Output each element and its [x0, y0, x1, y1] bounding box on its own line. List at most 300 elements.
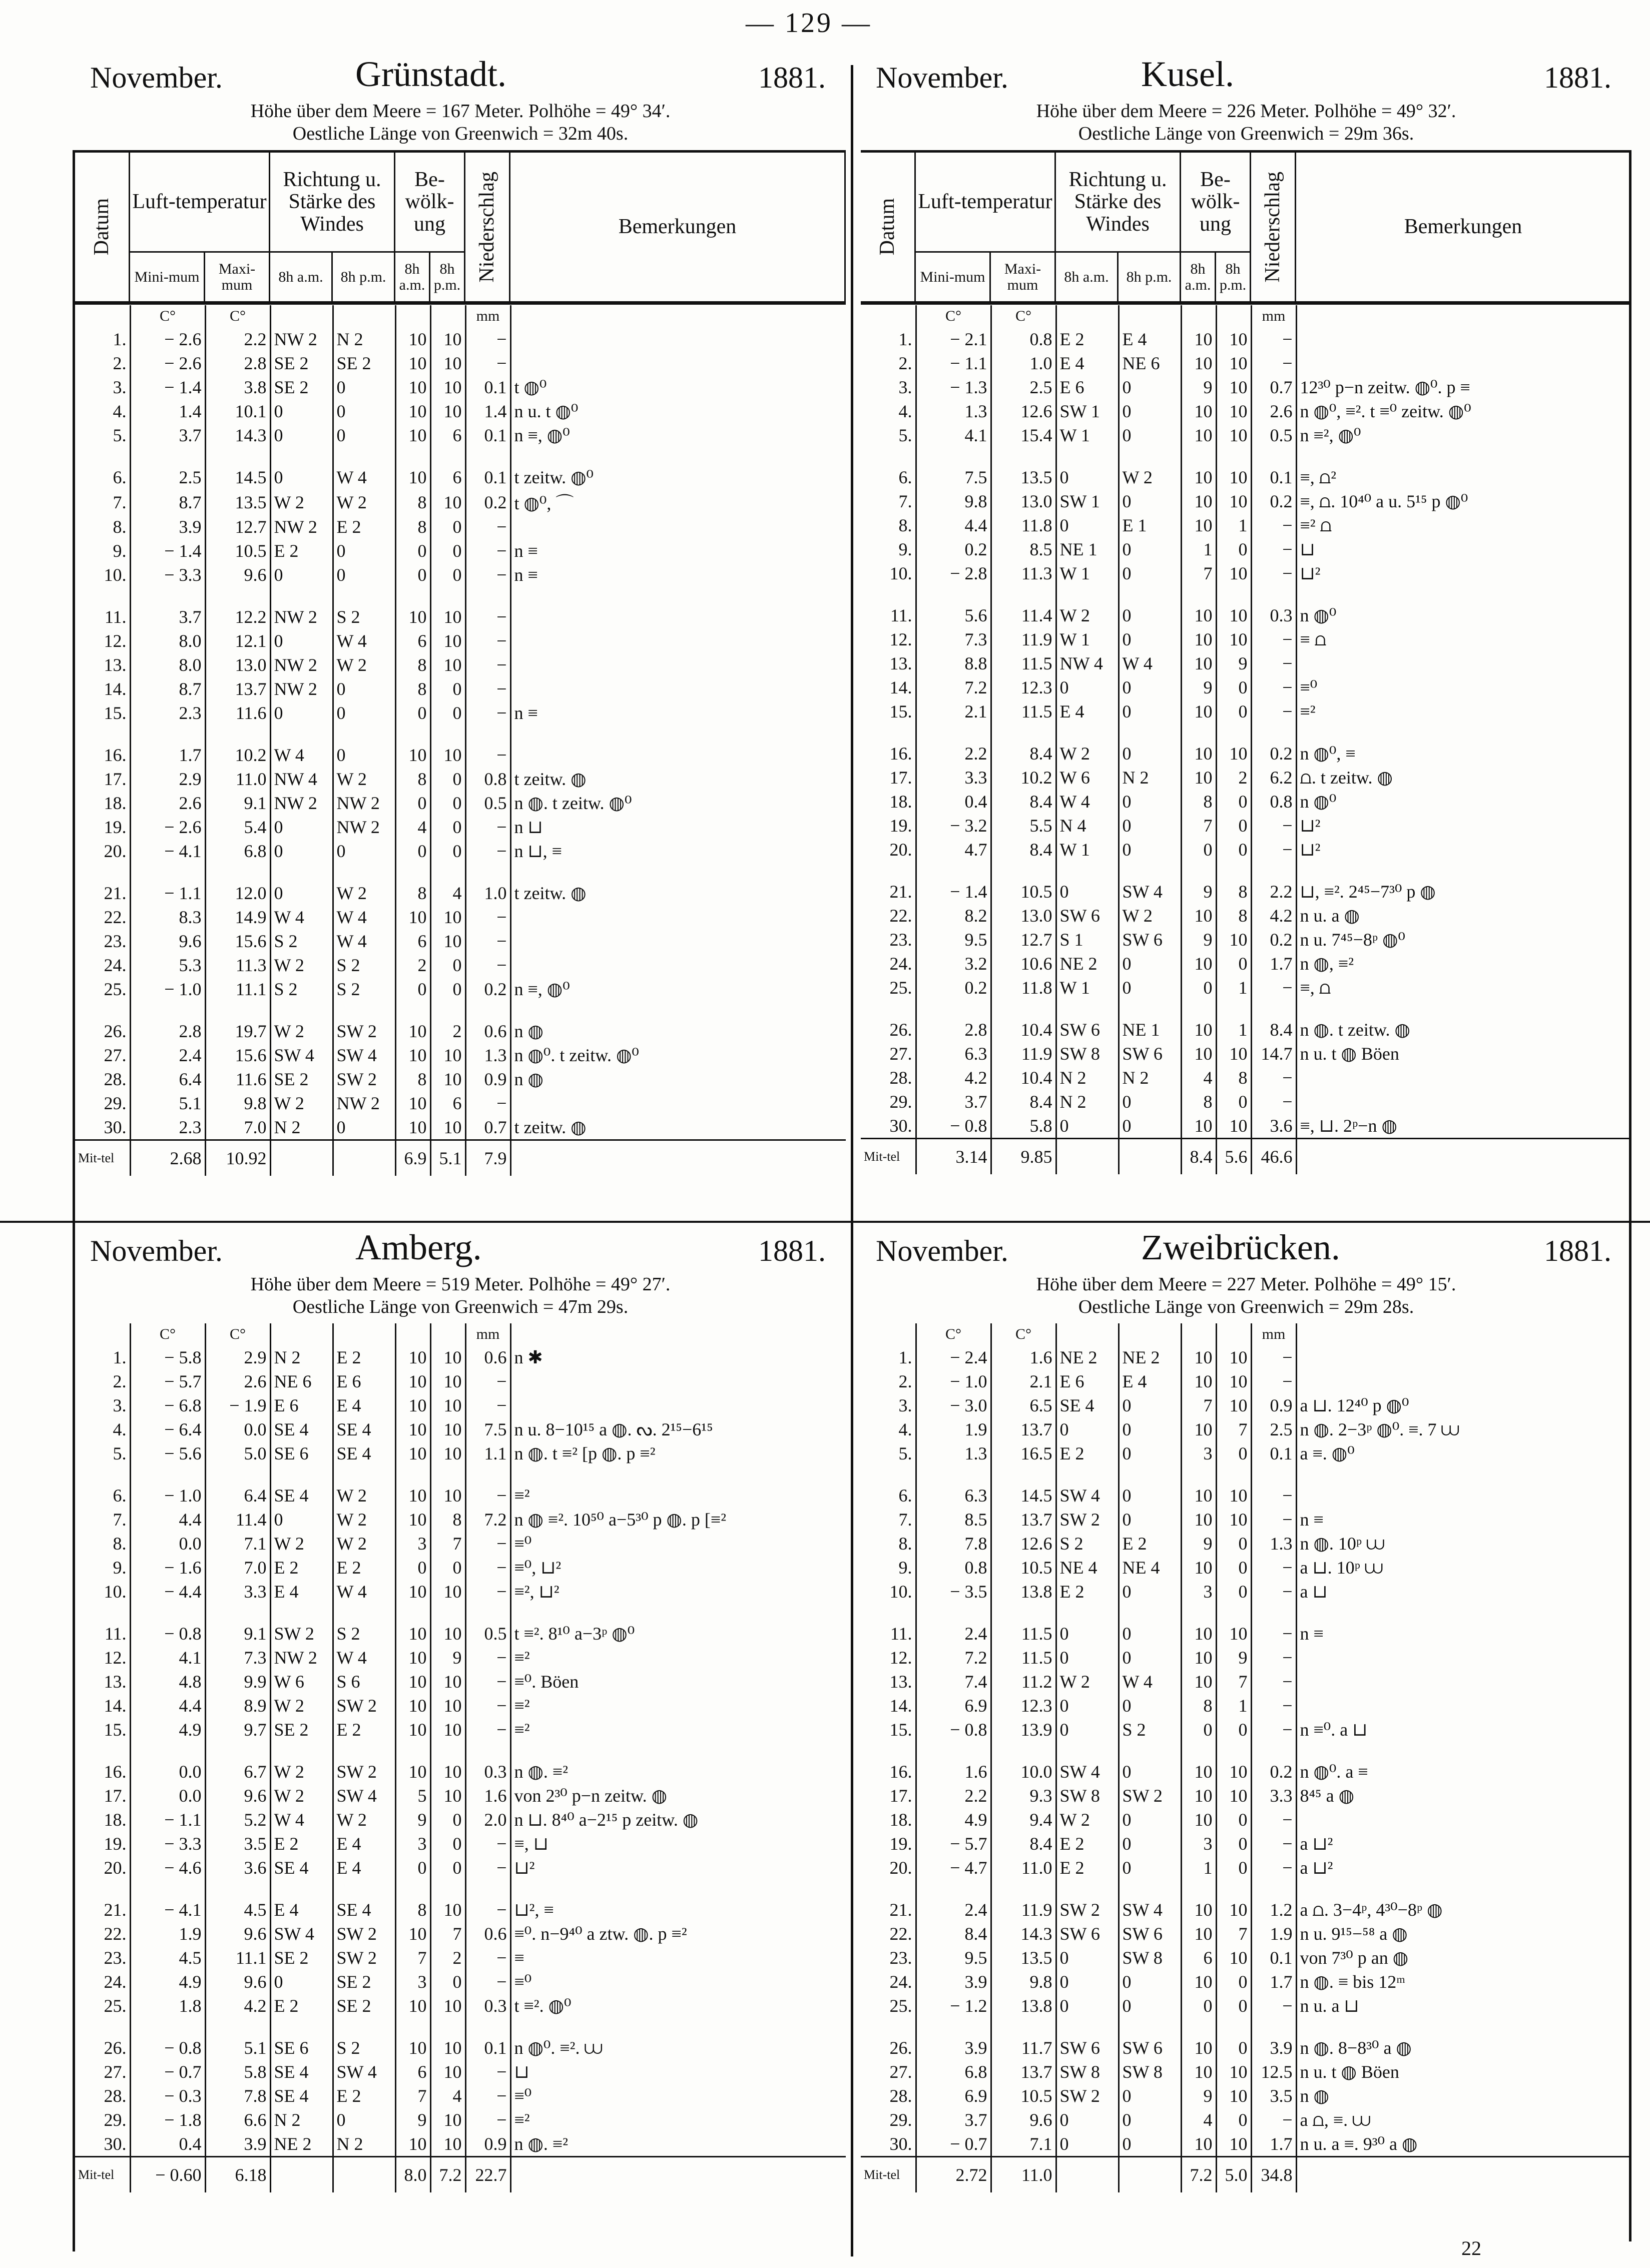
table-row — [75, 1019, 846, 1043]
precip-cell: 8.4 — [1251, 1018, 1296, 1042]
unit-cell: mm — [465, 305, 510, 327]
day-cell: 4. — [75, 399, 130, 423]
max-temp-cell: 8.5 — [991, 537, 1056, 561]
table-row — [75, 2084, 846, 2108]
table-row — [75, 1067, 846, 1091]
mean-value — [270, 2157, 333, 2193]
min-temp-cell: − 3.3 — [130, 1832, 205, 1856]
day-cell: 10. — [861, 1580, 916, 1604]
mean-value — [1296, 2157, 1631, 2193]
max-temp-cell: 12.3 — [991, 675, 1056, 699]
wind-pm-cell: S 6 — [333, 1670, 395, 1694]
remarks-cell: ≡⁰ — [514, 1972, 532, 1992]
precip-cell: − — [1251, 699, 1296, 723]
unit-cell — [1181, 305, 1216, 327]
cloud-am-cell: 10 — [395, 1091, 430, 1115]
remarks-cell: ≡² — [514, 1485, 530, 1505]
station-name: Zweibrücken. — [1141, 1227, 1340, 1267]
min-temp-cell: − 1.1 — [130, 1808, 205, 1832]
wind-pm-cell: 0 — [1119, 1694, 1181, 1718]
cloud-pm-cell: 0 — [1216, 537, 1251, 561]
max-temp-cell: 10.1 — [205, 399, 270, 423]
cloud-am-cell: 6 — [1181, 1946, 1216, 1970]
table-row — [861, 1532, 1631, 1556]
day-cell: 25. — [861, 1994, 916, 2018]
table-row — [75, 1946, 846, 1970]
max-temp-cell: 9.1 — [205, 791, 270, 815]
table-row — [861, 838, 1631, 862]
day-cell: 17. — [861, 1784, 916, 1808]
remarks-cell: ≡² — [514, 1648, 530, 1668]
remarks-cell: n ≡ — [1300, 1509, 1324, 1530]
header-datum: Datum — [75, 153, 130, 303]
precip-cell: − — [465, 1580, 510, 1604]
max-temp-cell: 2.8 — [205, 351, 270, 375]
mean-label: Mit-tel — [75, 2157, 130, 2193]
precip-cell: 2.2 — [1251, 880, 1296, 904]
table-row — [75, 1441, 846, 1465]
day-cell: 9. — [861, 1556, 916, 1580]
unit-cell — [1056, 305, 1119, 327]
table-row — [861, 423, 1631, 447]
group-spacer — [861, 1880, 1631, 1898]
table-row — [75, 743, 846, 767]
wind-pm-cell: W 2 — [333, 1507, 395, 1532]
day-cell: 28. — [861, 1066, 916, 1090]
day-cell: 9. — [75, 1556, 130, 1580]
cloud-am-cell: 6 — [395, 2060, 430, 2084]
wind-pm-cell: N 2 — [333, 2132, 395, 2157]
cloud-am-cell: 10 — [1181, 1417, 1216, 1441]
wind-am-cell: W 2 — [1056, 741, 1119, 766]
wind-pm-cell: W 4 — [333, 1646, 395, 1670]
table-row — [861, 1090, 1631, 1114]
precip-cell: − — [1251, 976, 1296, 1000]
precip-cell: 1.7 — [1251, 952, 1296, 976]
header-nied: Niederschlag — [465, 153, 510, 303]
min-temp-cell: 3.7 — [916, 1090, 991, 1114]
max-temp-cell: 10.0 — [991, 1760, 1056, 1784]
remarks-cell: a ⊔² — [1300, 1858, 1333, 1878]
station-name: Kusel. — [1141, 54, 1234, 94]
cloud-pm-cell: 9 — [1216, 1646, 1251, 1670]
precip-cell: 0.2 — [1251, 741, 1296, 766]
max-temp-cell: 11.1 — [205, 1946, 270, 1970]
wind-am-cell: NW 2 — [270, 1646, 333, 1670]
max-temp-cell: 0.8 — [991, 327, 1056, 351]
max-temp-cell: 13.8 — [991, 1994, 1056, 2018]
remarks-cell — [510, 905, 846, 929]
mean-value: 7.2 — [430, 2157, 465, 2193]
day-cell: 5. — [75, 423, 130, 447]
max-temp-cell: 16.5 — [991, 1441, 1056, 1465]
precip-cell: 0.2 — [1251, 1760, 1296, 1784]
wind-pm-cell: 0 — [1119, 2132, 1181, 2157]
unit-cell — [333, 1323, 395, 1345]
table-row — [861, 699, 1631, 723]
wind-pm-cell: 0 — [333, 677, 395, 701]
cloud-pm-cell: 1 — [1216, 976, 1251, 1000]
mean-value: 5.0 — [1216, 2157, 1251, 2193]
precip-cell: 0.1 — [1251, 1946, 1296, 1970]
mean-value: 8.4 — [1181, 1139, 1216, 1175]
min-temp-cell: 8.7 — [130, 677, 205, 701]
wind-am-cell: 0 — [270, 839, 333, 863]
unit-row — [861, 1323, 1631, 1345]
cloud-am-cell: 10 — [1181, 1622, 1216, 1646]
max-temp-cell: 4.5 — [205, 1898, 270, 1922]
day-cell: 22. — [861, 1922, 916, 1946]
day-cell: 21. — [75, 881, 130, 905]
day-cell: 21. — [861, 1898, 916, 1922]
max-temp-cell: 9.1 — [205, 1622, 270, 1646]
min-temp-cell: 1.9 — [916, 1417, 991, 1441]
cloud-pm-cell: 1 — [1216, 1018, 1251, 1042]
precip-cell: 0.7 — [465, 1115, 510, 1140]
wind-pm-cell: W 2 — [333, 489, 395, 515]
day-cell: 22. — [75, 905, 130, 929]
precip-cell: 0.2 — [1251, 489, 1296, 513]
max-temp-cell: 9.6 — [205, 1784, 270, 1808]
day-cell: 21. — [75, 1898, 130, 1922]
table-row — [861, 537, 1631, 561]
wind-am-cell: N 2 — [270, 1345, 333, 1369]
wind-am-cell: 0 — [1056, 465, 1119, 489]
remarks-cell: n ◍. t ≡² [p ◍. p ≡² — [514, 1443, 656, 1463]
precip-cell: − — [1251, 1832, 1296, 1856]
group-spacer — [861, 1604, 1631, 1622]
remarks-cell — [510, 677, 846, 701]
table-row — [75, 327, 846, 351]
day-cell: 26. — [75, 1019, 130, 1043]
day-cell: 8. — [75, 1532, 130, 1556]
max-temp-cell: 6.8 — [205, 839, 270, 863]
precip-cell: − — [465, 629, 510, 653]
table-row — [75, 1532, 846, 1556]
day-cell: 24. — [861, 1970, 916, 1994]
wind-am-cell: SW 6 — [1056, 904, 1119, 928]
cloud-pm-cell: 0 — [430, 839, 465, 863]
min-temp-cell: − 1.4 — [916, 880, 991, 904]
remarks-cell: n u. t ◍ Böen — [1300, 2062, 1399, 2082]
wind-pm-cell: N 2 — [1119, 766, 1181, 790]
wind-am-cell: SW 8 — [1056, 1784, 1119, 1808]
wind-am-cell: W 1 — [1056, 838, 1119, 862]
day-cell: 27. — [75, 2060, 130, 2084]
remarks-cell — [510, 351, 846, 375]
year-label: 1881. — [1544, 1234, 1611, 1267]
remarks-cell: n ◍ — [514, 1069, 543, 1089]
max-temp-cell: 5.5 — [991, 814, 1056, 838]
header-wind: Richtung u. Stärke des Windes — [1056, 153, 1181, 253]
remarks-cell: ≡, ⊔. 2ᵖ−n ◍ — [1300, 1116, 1397, 1136]
precip-cell: 3.6 — [1251, 1114, 1296, 1139]
max-temp-cell: 12.7 — [205, 515, 270, 539]
cloud-pm-cell: 0 — [430, 701, 465, 725]
header-nied: Niederschlag — [1251, 153, 1296, 303]
precip-cell: − — [465, 351, 510, 375]
group-spacer — [861, 2018, 1631, 2036]
precip-cell: 0.2 — [1251, 928, 1296, 952]
group-spacer — [861, 862, 1631, 880]
precip-cell: − — [465, 2060, 510, 2084]
wind-pm-cell: E 4 — [333, 1856, 395, 1880]
precip-cell: − — [1251, 1556, 1296, 1580]
cloud-pm-cell: 10 — [430, 1115, 465, 1140]
wind-pm-cell: W 4 — [333, 929, 395, 953]
table-header — [861, 150, 1631, 305]
max-temp-cell: − 1.9 — [205, 1393, 270, 1417]
day-cell: 22. — [75, 1922, 130, 1946]
remarks-cell: ⩍. t zeitw. ◍ — [1300, 767, 1393, 788]
remarks-cell: n ⊔, ≡ — [514, 841, 562, 861]
wind-am-cell: E 2 — [270, 539, 333, 563]
day-cell: 26. — [861, 1018, 916, 1042]
table-row — [75, 1580, 846, 1604]
wind-am-cell: 0 — [270, 423, 333, 447]
cloud-pm-cell: 0 — [1216, 675, 1251, 699]
remarks-cell: ≡, ⩍² — [1300, 467, 1336, 487]
max-temp-cell: 13.7 — [991, 2060, 1056, 2084]
remarks-cell: 8⁴⁵ a ◍ — [1300, 1786, 1354, 1806]
wind-pm-cell: N 2 — [1119, 1066, 1181, 1090]
wind-pm-cell: SW 2 — [333, 1694, 395, 1718]
max-temp-cell: 14.3 — [991, 1922, 1056, 1946]
wind-am-cell: SW 4 — [1056, 1760, 1119, 1784]
wind-am-cell: W 2 — [270, 1784, 333, 1808]
cloud-am-cell: 8 — [395, 489, 430, 515]
cloud-pm-cell: 0 — [1216, 2036, 1251, 2060]
precip-cell: 2.5 — [1251, 1417, 1296, 1441]
max-temp-cell: 9.8 — [991, 1970, 1056, 1994]
min-temp-cell: 8.5 — [916, 1507, 991, 1532]
wind-pm-cell: 0 — [333, 701, 395, 725]
cloud-pm-cell: 0 — [1216, 1994, 1251, 2018]
table-row — [861, 2108, 1631, 2132]
wind-pm-cell: SW 8 — [1119, 2060, 1181, 2084]
cloud-am-cell: 10 — [1181, 1670, 1216, 1694]
precip-cell: 0.2 — [465, 977, 510, 1001]
day-cell: 4. — [861, 1417, 916, 1441]
table-row — [861, 1784, 1631, 1808]
min-temp-cell: 6.3 — [916, 1483, 991, 1507]
cloud-am-cell: 8 — [395, 1898, 430, 1922]
cloud-pm-cell: 10 — [430, 489, 465, 515]
remarks-cell: ≡ — [514, 1948, 524, 1968]
remarks-cell: a ⊔. 12⁴⁰ p ◍⁰ — [1300, 1395, 1409, 1415]
cloud-pm-cell: 0 — [430, 1556, 465, 1580]
location-line-1: Höhe über dem Meere = 519 Meter. Polhöhe = 49° 27′. — [250, 1274, 671, 1295]
max-temp-cell: 11.5 — [991, 699, 1056, 723]
day-cell: 11. — [75, 605, 130, 629]
max-temp-cell: 14.9 — [205, 905, 270, 929]
day-cell: 28. — [75, 1067, 130, 1091]
cloud-am-cell: 10 — [1181, 904, 1216, 928]
min-temp-cell: 2.8 — [916, 1018, 991, 1042]
min-temp-cell: − 4.1 — [130, 839, 205, 863]
precip-cell: 4.2 — [1251, 904, 1296, 928]
table-row — [861, 1483, 1631, 1507]
left-border — [73, 150, 75, 2251]
day-cell: 5. — [861, 1441, 916, 1465]
year-label: 1881. — [1544, 61, 1611, 94]
cloud-pm-cell: 9 — [1216, 651, 1251, 675]
wind-pm-cell: 0 — [1119, 399, 1181, 423]
wind-pm-cell: 0 — [333, 399, 395, 423]
precip-cell: − — [465, 2084, 510, 2108]
wind-am-cell: SW 8 — [1056, 1042, 1119, 1066]
cloud-am-cell: 6 — [395, 629, 430, 653]
min-temp-cell: 0.0 — [130, 1784, 205, 1808]
station-title — [861, 1223, 1631, 1271]
cloud-am-cell: 10 — [395, 465, 430, 489]
wind-pm-cell: 0 — [1119, 375, 1181, 399]
wind-pm-cell: 0 — [1119, 1970, 1181, 1994]
remarks-cell: n ◍⁰ — [1300, 792, 1337, 812]
cloud-pm-cell: 8 — [430, 1507, 465, 1532]
cloud-pm-cell: 10 — [1216, 561, 1251, 585]
table-row — [861, 651, 1631, 675]
cloud-pm-cell: 10 — [1216, 1114, 1251, 1139]
group-spacer — [861, 1742, 1631, 1760]
remarks-cell: ≡² ⩍ — [1300, 515, 1332, 535]
wind-am-cell: SE 4 — [270, 1417, 333, 1441]
min-temp-cell: 4.8 — [130, 1670, 205, 1694]
table-row — [861, 1694, 1631, 1718]
max-temp-cell: 0.0 — [205, 1417, 270, 1441]
cloud-pm-cell: 10 — [1216, 2084, 1251, 2108]
cloud-pm-cell: 2 — [430, 1946, 465, 1970]
remarks-cell: t ◍⁰ — [514, 377, 547, 397]
cloud-pm-cell: 10 — [1216, 423, 1251, 447]
day-cell: 3. — [75, 375, 130, 399]
remarks-cell: n ⊔ — [514, 817, 543, 837]
wind-am-cell: W 2 — [270, 489, 333, 515]
max-temp-cell: 7.0 — [205, 1115, 270, 1140]
year-label: 1881. — [758, 1234, 826, 1267]
remarks-cell — [1296, 1345, 1631, 1369]
min-temp-cell: 4.9 — [130, 1970, 205, 1994]
cloud-pm-cell: 0 — [1216, 1441, 1251, 1465]
remarks-cell: ⊔², ≡ — [514, 1900, 554, 1920]
mean-value: 3.14 — [916, 1139, 991, 1175]
table-row — [75, 515, 846, 539]
cloud-am-cell: 10 — [395, 1718, 430, 1742]
group-spacer — [75, 447, 846, 465]
wind-am-cell: 0 — [1056, 1970, 1119, 1994]
min-temp-cell: 4.4 — [130, 1694, 205, 1718]
cloud-pm-cell: 10 — [430, 1580, 465, 1604]
min-temp-cell: 8.3 — [130, 905, 205, 929]
precip-cell: − — [465, 605, 510, 629]
mean-value: 6.9 — [395, 1140, 430, 1176]
max-temp-cell: 12.7 — [991, 928, 1056, 952]
remarks-cell: ≡⁰, ⊔² — [514, 1558, 562, 1578]
cloud-pm-cell: 0 — [1216, 1808, 1251, 1832]
precip-cell: 1.9 — [1251, 1922, 1296, 1946]
min-temp-cell: − 4.7 — [916, 1856, 991, 1880]
day-cell: 15. — [861, 1718, 916, 1742]
min-temp-cell: 2.2 — [916, 1784, 991, 1808]
min-temp-cell: 9.5 — [916, 1946, 991, 1970]
cloud-pm-cell: 0 — [1216, 1718, 1251, 1742]
table-row — [75, 465, 846, 489]
remarks-cell — [1296, 351, 1631, 375]
min-temp-cell: − 4.4 — [130, 1580, 205, 1604]
wind-pm-cell: 0 — [1119, 1483, 1181, 1507]
location-line-2: Oestliche Länge von Greenwich = 47m 29s. — [292, 1296, 629, 1317]
day-cell: 17. — [75, 1784, 130, 1808]
footer-mark: 22 — [1461, 2237, 1481, 2259]
precip-cell: 0.8 — [465, 767, 510, 791]
precip-cell: 1.2 — [1251, 1898, 1296, 1922]
wind-am-cell: 0 — [1056, 2108, 1119, 2132]
wind-am-cell: N 2 — [1056, 1090, 1119, 1114]
table-row — [75, 1345, 846, 1369]
wind-pm-cell: 0 — [1119, 741, 1181, 766]
wind-pm-cell: 0 — [1119, 1580, 1181, 1604]
wind-am-cell: SE 2 — [270, 375, 333, 399]
cloud-pm-cell: 10 — [1216, 375, 1251, 399]
max-temp-cell: 12.0 — [205, 881, 270, 905]
wind-am-cell: E 4 — [1056, 699, 1119, 723]
cloud-pm-cell: 0 — [1216, 699, 1251, 723]
wind-am-cell: SE 2 — [270, 1946, 333, 1970]
min-temp-cell: 4.7 — [916, 838, 991, 862]
station-panel — [75, 1223, 846, 2224]
wind-am-cell: 0 — [270, 815, 333, 839]
min-temp-cell: − 2.1 — [916, 327, 991, 351]
cloud-am-cell: 10 — [1181, 1507, 1216, 1532]
station-panel — [861, 1223, 1631, 2224]
min-temp-cell: − 0.8 — [916, 1718, 991, 1742]
wind-am-cell: SE 6 — [270, 2036, 333, 2060]
header-wind-am: 8h a.m. — [1056, 253, 1119, 303]
location-line-1: Höhe über dem Meere = 226 Meter. Polhöhe = 49° 32′. — [1036, 101, 1456, 122]
remarks-cell: n ≡², ◍⁰ — [1300, 425, 1361, 445]
min-temp-cell: − 1.1 — [130, 881, 205, 905]
wind-am-cell: W 1 — [1056, 561, 1119, 585]
min-temp-cell: 1.6 — [916, 1760, 991, 1784]
precip-cell: − — [465, 1694, 510, 1718]
table-row — [75, 2108, 846, 2132]
table-row — [861, 513, 1631, 537]
wind-am-cell: E 2 — [1056, 1580, 1119, 1604]
remarks-cell: n ◍⁰. ≡². ⩊ — [514, 2037, 603, 2058]
right-border — [1629, 150, 1631, 2241]
group-spacer — [75, 863, 846, 881]
mean-row — [75, 2157, 846, 2193]
min-temp-cell: 6.9 — [916, 2084, 991, 2108]
cloud-am-cell: 10 — [1181, 2132, 1216, 2157]
wind-am-cell: NW 2 — [270, 327, 333, 351]
min-temp-cell: 0.2 — [916, 976, 991, 1000]
cloud-pm-cell: 10 — [1216, 1622, 1251, 1646]
wind-pm-cell: S 2 — [333, 953, 395, 977]
remarks-cell — [510, 1091, 846, 1115]
min-temp-cell: 4.9 — [130, 1718, 205, 1742]
table-row — [75, 953, 846, 977]
wind-pm-cell: SE 2 — [333, 351, 395, 375]
cloud-pm-cell: 10 — [1216, 1393, 1251, 1417]
max-temp-cell: 7.0 — [205, 1556, 270, 1580]
cloud-am-cell: 10 — [395, 1043, 430, 1067]
remarks-cell: a ≡. ◍⁰ — [1300, 1443, 1355, 1463]
min-temp-cell: 8.2 — [916, 904, 991, 928]
wind-am-cell: SW 4 — [1056, 1483, 1119, 1507]
wind-am-cell: NE 1 — [1056, 537, 1119, 561]
max-temp-cell: 4.2 — [205, 1994, 270, 2018]
